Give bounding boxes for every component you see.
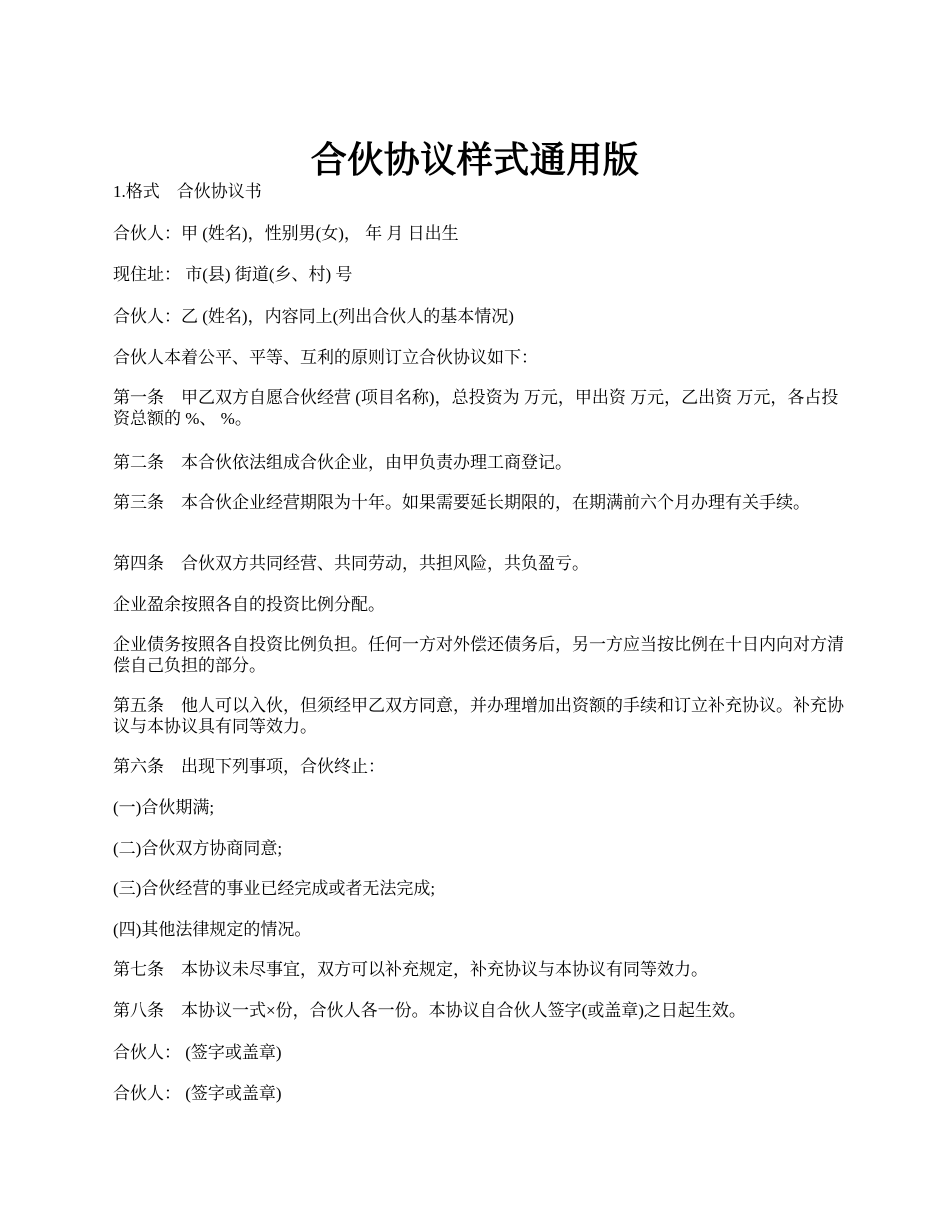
paragraph-address: 现住址： 市(县) 街道(乡、村) 号 <box>113 265 353 284</box>
paragraph-article-4: 第四条 合伙双方共同经营、共同劳动，共担风险，共负盈亏。 <box>113 554 589 573</box>
paragraph-article-5: 第五条 他人可以入伙，但须经甲乙双方同意，并办理增加出资额的手续和订立补充协议。补充协议与本协议具有同等效力。 <box>113 696 844 736</box>
paragraph-profit: 企业盈余按照各自的投资比例分配。 <box>113 595 385 614</box>
paragraph-article-1: 第一条 甲乙双方自愿合伙经营 (项目名称)，总投资为 万元，甲出资 万元，乙出资 万元，各占投资总额的 %、 %。 <box>113 388 839 428</box>
paragraph-item-1: (一)合伙期满; <box>113 798 215 817</box>
paragraph-signature-2: 合伙人： (签字或盖章) <box>113 1084 282 1103</box>
paragraph-item-4: (四)其他法律规定的情况。 <box>113 920 312 939</box>
paragraph-signature-1: 合伙人： (签字或盖章) <box>113 1043 282 1062</box>
paragraph-article-6: 第六条 出现下列事项，合伙终止： <box>113 757 385 776</box>
paragraph-partner-b: 合伙人：乙 (姓名)，内容同上(列出合伙人的基本情况) <box>113 307 514 326</box>
paragraph-article-2: 第二条 本合伙依法组成合伙企业，由甲负责办理工商登记。 <box>113 453 572 472</box>
paragraph-format: 1.格式 合伙协议书 <box>113 182 262 201</box>
paragraph-debt: 企业债务按照各自投资比例负担。任何一方对外偿还债务后，另一方应当按比例在十日内向对方清偿自己负担的部分。 <box>113 635 844 675</box>
document-title: 合伙协议样式通用版 <box>310 140 640 181</box>
paragraph-article-3: 第三条 本合伙企业经营期限为十年。如果需要延长期限的，在期满前六个月办理有关手续。 <box>113 493 810 512</box>
paragraph-item-3: (三)合伙经营的事业已经完成或者无法完成; <box>113 879 436 898</box>
paragraph-preamble: 合伙人本着公平、平等、互利的原则订立合伙协议如下： <box>113 348 538 367</box>
paragraph-item-2: (二)合伙双方协商同意; <box>113 839 283 858</box>
paragraph-article-7: 第七条 本协议未尽事宜，双方可以补充规定，补充协议与本协议有同等效力。 <box>113 960 708 979</box>
paragraph-partner-a: 合伙人：甲 (姓名)，性别男(女)， 年 月 日出生 <box>113 224 459 243</box>
paragraph-article-8: 第八条 本协议一式×份，合伙人各一份。本协议自合伙人签字(或盖章)之日起生效。 <box>113 1001 746 1020</box>
